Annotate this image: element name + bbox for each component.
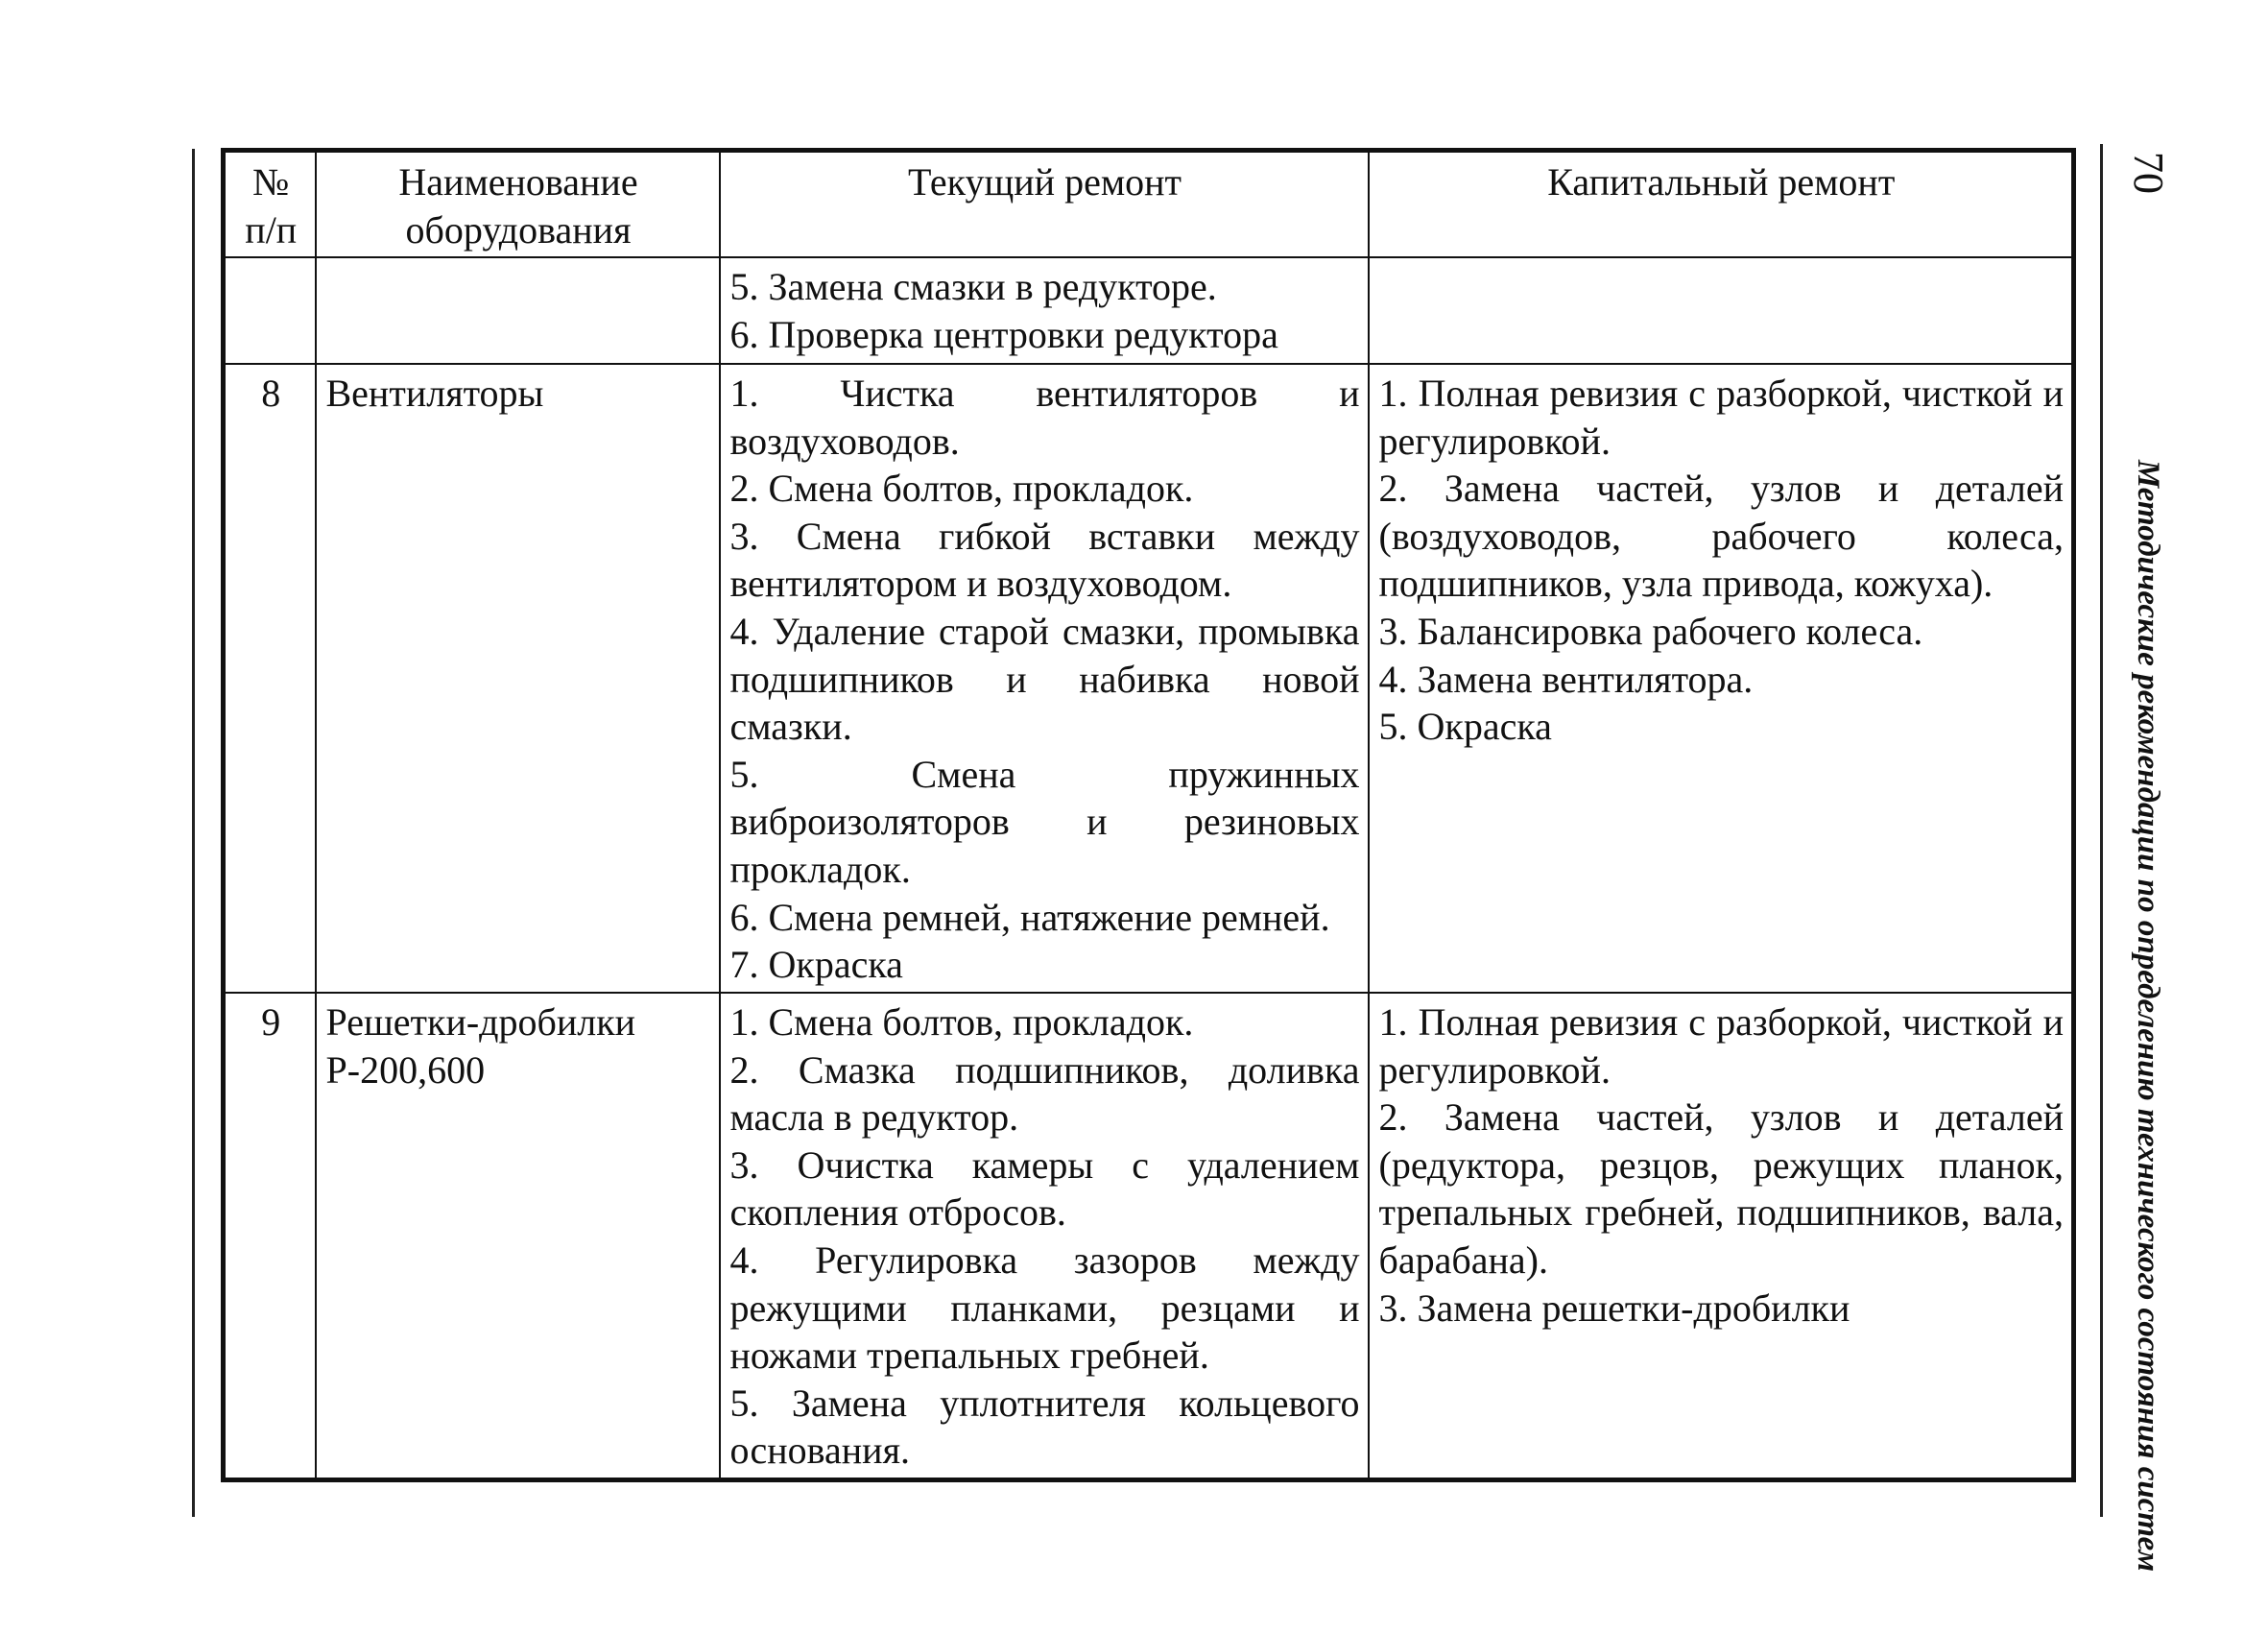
row-capital-repair — [1369, 993, 2074, 1480]
row-current-repair — [720, 257, 1369, 364]
table-header-row — [224, 151, 2074, 258]
current-repair-item: 4. Регулировка зазоров между режущими планками, резцами и ножами трепальных гребней. — [729, 1238, 1360, 1378]
capital-repair-item: 1. Полная ревизия с разборкой, чисткой и регулировкой. — [1378, 1000, 2064, 1092]
row-number: 8 — [224, 364, 316, 993]
left-margin-rule — [192, 149, 195, 1517]
current-repair-item: 5. Смена пружинных виброизоляторов и резиновых прокладок. — [729, 752, 1360, 891]
capital-repair-item: 2. Замена частей, узлов и деталей (редуктора, резцов, режущих планок, трепальных гребней, подшипников, вала, барабана). — [1378, 1095, 2064, 1282]
table-row — [224, 993, 2074, 1480]
table-row — [224, 364, 2074, 993]
current-repair-item: 2. Смазка подшипников, доливка масла в редуктор. — [729, 1047, 1360, 1140]
row-capital-repair — [1369, 364, 2074, 993]
header-capital-repair: Капитальный ремонт — [1369, 151, 2074, 258]
current-repair-item: 3. Очистка камеры с удалением скопления отбросов. — [729, 1142, 1360, 1235]
capital-repair-item: 3. Балансировка рабочего колеса. — [1378, 609, 1923, 653]
row-current-repair — [720, 364, 1369, 993]
current-repair-item: 4. Удаление старой смазки, промывка подшипников и набивка новой смазки. — [729, 609, 1360, 749]
row-number — [224, 257, 316, 364]
current-repair-item: 7. Окраска — [729, 943, 903, 987]
current-repair-item: 3. Смена гибкой вставки между вентилятором и воздуховодом. — [729, 514, 1360, 606]
right-margin-rule — [2100, 144, 2103, 1517]
row-equipment: Вентиляторы — [316, 364, 720, 993]
running-head: Методические рекомендации по определению технического состояния систем — [2131, 459, 2165, 1573]
page-number: 70 — [2125, 152, 2172, 194]
capital-repair-item: 5. Окраска — [1378, 705, 1552, 749]
row-current-repair — [720, 993, 1369, 1480]
current-repair-item: 5. Замена смазки в редукторе. — [729, 265, 1217, 308]
header-current-repair: Текущий ремонт — [720, 151, 1369, 258]
capital-repair-item: 2. Замена частей, узлов и деталей (воздуховодов, рабочего колеса, подшипников, узла привода, кожуха). — [1378, 467, 2064, 606]
capital-repair-item: 1. Полная ревизия с разборкой, чисткой и регулировкой. — [1378, 372, 2064, 463]
row-equipment: Решетки-дробилки Р-200,600 — [316, 993, 720, 1480]
current-repair-item: 1. Смена болтов, прокладок. — [729, 1000, 1194, 1044]
header-number: № п/п — [224, 151, 316, 258]
current-repair-item: 1. Чистка вентиляторов и воздуховодов. — [729, 372, 1360, 463]
table-row — [224, 257, 2074, 364]
current-repair-item: 6. Смена ремней, натяжение ремней. — [729, 895, 1330, 939]
row-capital-repair — [1369, 257, 2074, 364]
current-repair-item: 5. Замена уплотнителя кольцевого основания. — [729, 1381, 1360, 1473]
current-repair-item: 2. Смена болтов, прокладок. — [729, 467, 1194, 511]
row-number: 9 — [224, 993, 316, 1480]
capital-repair-item: 3. Замена решетки-дробилки — [1378, 1286, 1850, 1330]
current-repair-item: 6. Проверка центровки редуктора — [729, 312, 1278, 356]
repair-table — [221, 148, 2076, 1482]
capital-repair-item: 4. Замена вентилятора. — [1378, 657, 1754, 701]
row-equipment — [316, 257, 720, 364]
header-equipment: Наименование оборудования — [316, 151, 720, 258]
